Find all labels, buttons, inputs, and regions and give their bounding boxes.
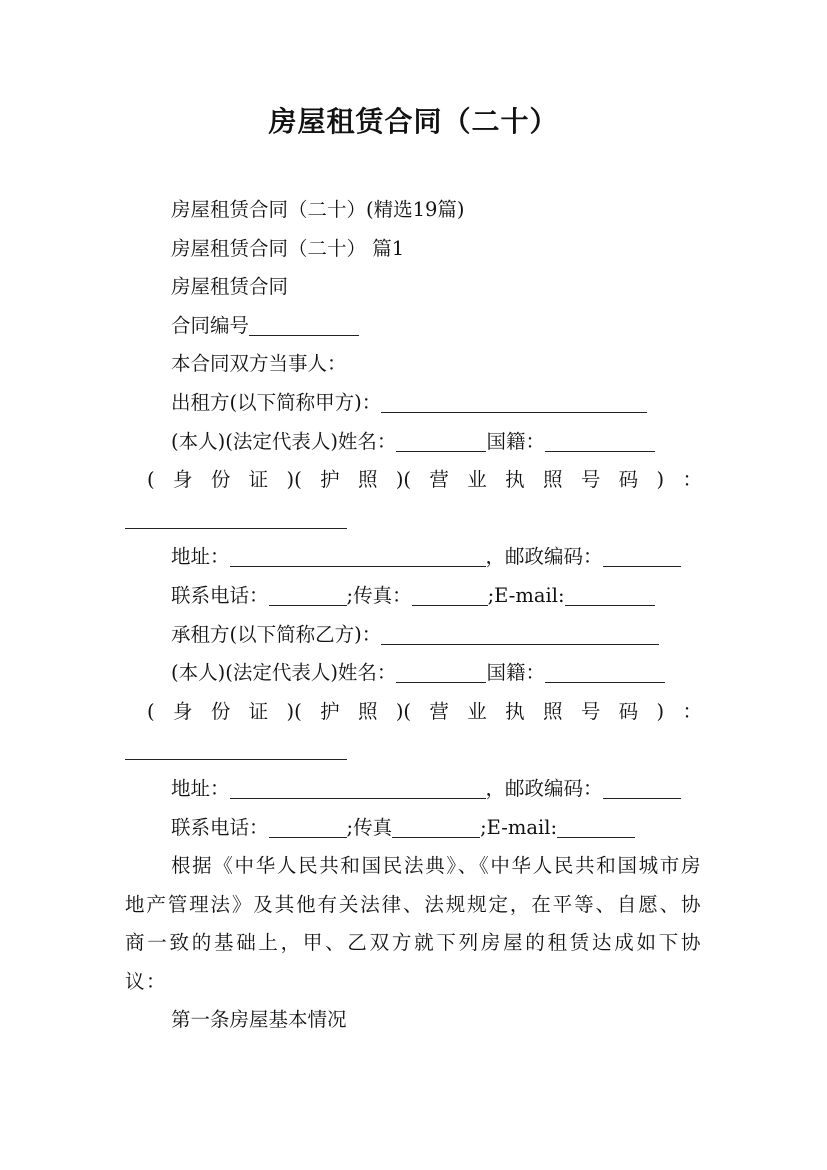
lessor-address-line [125, 538, 702, 577]
id-char: )( [286, 468, 302, 492]
id-char: )( [395, 699, 412, 723]
id-char: 身 [172, 699, 193, 723]
id-char: 照 [542, 468, 563, 492]
lessee-name-blank [396, 660, 486, 683]
id-char: 证 [248, 699, 269, 723]
id-char: 身 [172, 468, 193, 492]
lessor-address-blank [230, 544, 486, 567]
lessee-address-label: 地址： [171, 776, 230, 800]
lessor-email-blank [565, 583, 655, 606]
lessor-fax-blank [412, 583, 488, 606]
lessor-id-line [125, 461, 702, 500]
lessor-name-blank [396, 429, 486, 452]
lessee-email-label: ;E-mail: [480, 815, 558, 839]
lessee-id-blank-line [125, 731, 702, 770]
lessor-nationality-blank [545, 429, 655, 452]
lessee-phone-blank [269, 815, 347, 838]
lessor-name-line [125, 423, 702, 462]
lessee-id-blank [125, 737, 347, 760]
lessor-contact-line [125, 577, 702, 616]
id-char: 业 [467, 699, 487, 723]
id-char: 执 [505, 699, 525, 723]
lessor-fax-label: ;传真： [346, 583, 412, 607]
id-char: ( [147, 699, 155, 723]
lessor-email-label: ;E-mail: [487, 583, 565, 607]
id-char: 号 [580, 468, 601, 492]
document-body [125, 191, 702, 1040]
lessee-fax-blank [392, 815, 480, 838]
lessor-postcode-blank [603, 544, 681, 567]
lessor-nationality-label: 国籍： [486, 429, 545, 453]
id-char: 护 [320, 468, 340, 492]
id-char: ( [147, 468, 155, 492]
doc-line-contract-name: 房屋租赁合同 [171, 275, 289, 299]
parties-heading: 本合同双方当事人： [171, 352, 347, 376]
lessor-line [125, 384, 702, 423]
lessor-label: 出租方(以下简称甲方)： [171, 390, 382, 414]
doc-line-collection-title: 房屋租赁合同（二十）(精选19篇) [171, 198, 465, 221]
lessee-contact-line [125, 809, 702, 848]
id-char: 护 [320, 699, 340, 723]
lessee-nationality-label: 国籍： [486, 661, 545, 685]
id-char: 照 [357, 699, 378, 723]
lessee-name-line [125, 654, 702, 693]
id-char: )( [286, 699, 302, 723]
legal-basis-paragraph: 根据《中华人民共和国民法典》、《中华人民共和国城市房地产管理法》及其他有关法律、法规规定，在平等、自愿、协商一致的基础上，甲、乙双方就下列房屋的租赁达成如下协议： [125, 854, 702, 993]
id-char: 营 [429, 468, 449, 492]
lessee-id-line [125, 693, 702, 732]
contract-number-blank [249, 313, 359, 336]
id-char: 营 [429, 699, 449, 723]
lessor-phone-label: 联系电话： [171, 583, 269, 607]
id-char: 执 [505, 468, 525, 492]
id-char: 份 [210, 468, 231, 492]
lessee-email-blank [557, 815, 635, 838]
id-char: )( [395, 468, 412, 492]
id-char: 证 [248, 468, 269, 492]
lessor-name-label: (本人)(法定代表人)姓名： [171, 429, 397, 453]
lessor-id-blank-line [125, 500, 702, 539]
lessee-postcode-label: ，邮政编码： [485, 776, 603, 800]
contract-number-label: 合同编号 [171, 313, 250, 337]
lessee-address-blank [230, 776, 486, 799]
lessor-blank [381, 390, 647, 413]
lessee-phone-label: 联系电话： [171, 815, 269, 839]
id-char: 照 [357, 468, 378, 492]
document-title: 房屋租赁合同（二十） [268, 105, 559, 138]
id-char: 码 [618, 699, 639, 723]
lessee-blank [381, 622, 659, 645]
id-char: ： [682, 468, 702, 492]
lessor-phone-blank [269, 583, 347, 606]
id-char: 份 [210, 699, 231, 723]
id-char: ) [656, 468, 665, 492]
article-1-heading: 第一条房屋基本情况 [171, 1008, 347, 1032]
lessee-nationality-blank [545, 660, 665, 683]
contract-number-line [125, 307, 702, 346]
id-char: 号 [580, 699, 601, 723]
lessee-postcode-blank [603, 776, 681, 799]
lessee-address-line [125, 770, 702, 809]
lessor-address-label: 地址： [171, 545, 230, 569]
id-char: 码 [618, 468, 639, 492]
lessee-name-label: (本人)(法定代表人)姓名： [171, 661, 397, 685]
lessee-fax-label: ;传真 [346, 815, 393, 839]
id-char: ： [682, 699, 702, 723]
doc-line-chapter-heading: 房屋租赁合同（二十） 篇1 [171, 236, 405, 260]
id-char: 照 [542, 699, 563, 723]
lessee-line [125, 616, 702, 655]
lessor-id-blank [125, 506, 347, 529]
lessor-postcode-label: ，邮政编码： [485, 545, 603, 569]
id-char: ) [656, 699, 665, 723]
lessee-label: 承租方(以下简称乙方)： [171, 622, 382, 646]
id-char: 业 [467, 468, 487, 492]
